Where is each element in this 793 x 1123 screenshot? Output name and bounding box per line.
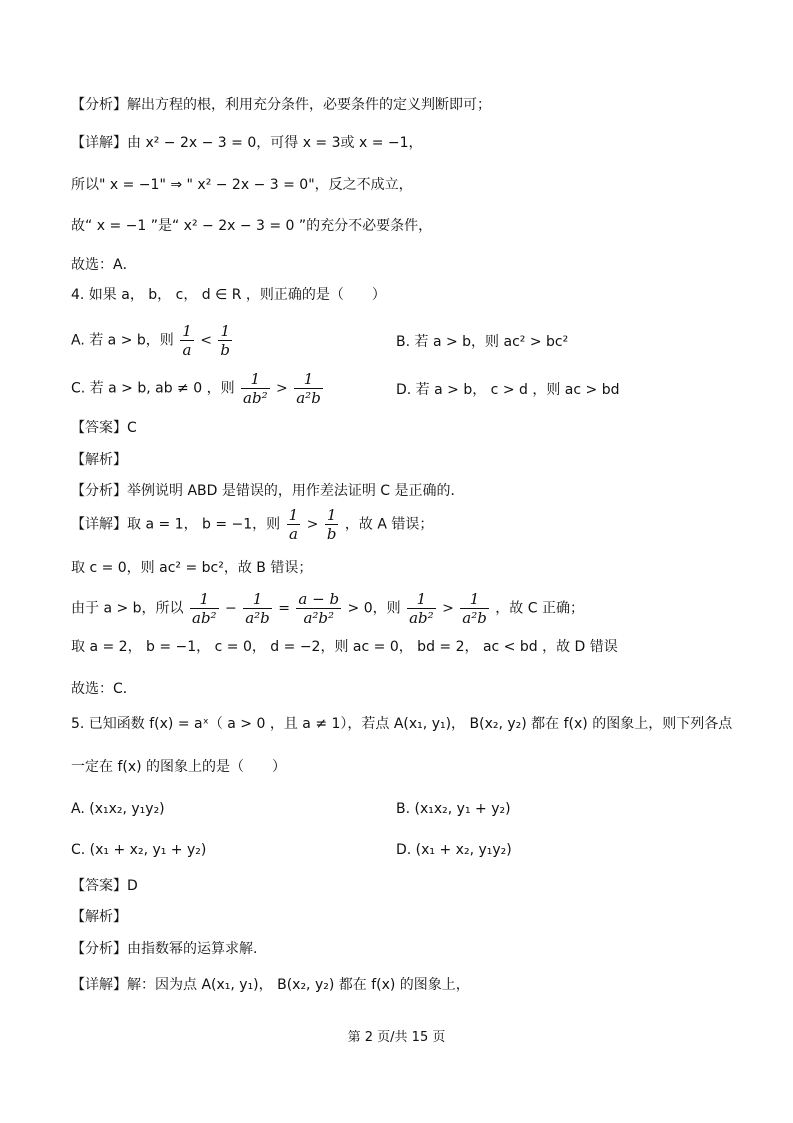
q4-option-b: B. 若 a > b，则 ac² > bc² <box>396 334 569 350</box>
q4-explanation-heading: 【解析】 <box>71 452 127 468</box>
fraction: $\frac{1}{a}$ <box>288 506 299 543</box>
fraction: $\frac{1}{a}$ <box>182 322 192 359</box>
q4-since-post: ，故 C 正确； <box>495 600 584 617</box>
q4-line-choose: 故选：C． <box>71 681 137 697</box>
q4-answer: 【答案】C <box>71 420 137 436</box>
question-5: 5. 已知函数 f(x) = aˣ（ a > 0 ，且 a ≠ 1），若点 A(x₁, y₁)， B(x₂, y₂) 都在 f(x) 的图象上，则下列各点 <box>71 716 733 732</box>
q5-explanation-heading: 【解析】 <box>71 909 127 925</box>
line-detail-1: 【详解】由 x² − 2x − 3 = 0，可得 x = 3或 x = −1， <box>71 135 423 151</box>
fraction: $\frac{1}{\text{a²b}}$ <box>245 590 270 627</box>
question-5-cont: 一定在 f(x) 的图象上的是（ ） <box>71 759 287 775</box>
q4-line-take: 取 a = 2， b = −1， c = 0， d = −2，则 ac = 0， bd = 2， ac < bd ，故 D 错误 <box>71 639 618 655</box>
line-analysis-1: 【分析】解出方程的根，利用充分条件，必要条件的定义判断即可； <box>71 97 491 113</box>
fraction: $\frac{1}{b}$ <box>326 506 337 543</box>
q5-analysis: 【分析】由指数幂的运算求解. <box>71 941 258 957</box>
q4-line-c0: 取 c = 0，则 ac² = bc²，故 B 错误； <box>71 560 313 576</box>
q4-option-c: C. 若 a > b, ab ≠ 0 ，则 $\frac{1}{\text{ab²}}$ > $\frac{1}{\text{a²b}}$ <box>71 370 321 407</box>
q5-option-b: B. (x₁x₂, y₁ + y₂) <box>396 801 511 817</box>
question-4: 4. 如果 a， b， c， d ∈ R ，则正确的是（ ） <box>71 287 386 303</box>
fraction: $\frac{1}{\text{ab²}}$ <box>192 590 217 627</box>
q4-detail-post: ，故 A 错误； <box>344 516 434 533</box>
fraction: $\frac{1}{\text{ab²}}$ <box>243 370 268 407</box>
fraction: $\frac{1}{b}$ <box>220 322 231 359</box>
q5-option-a: A. (x₁x₂, y₁y₂) <box>71 801 165 817</box>
q5-answer: 【答案】D <box>71 878 138 894</box>
fraction: $\frac{1}{\text{a²b}}$ <box>296 370 321 407</box>
fraction: $\frac{1}{\text{a²b}}$ <box>462 590 487 627</box>
line-conclusion: 故“ x = −1 ”是“ x² − 2x − 3 = 0 ”的充分不必要条件， <box>71 218 433 234</box>
q4-detail: 【详解】取 a = 1， b = −1，则 $\frac{1}{a}$ > $\frac{1}{b}$ ，故 A 错误； <box>71 506 434 543</box>
q5-detail: 【详解】解：因为点 A(x₁, y₁)， B(x₂, y₂) 都在 f(x) 的图象上， <box>71 977 470 993</box>
page-footer: 第 2 页/共 15 页 <box>347 1030 446 1045</box>
q4-line-since: 由于 a > b，所以 $\frac{1}{\text{ab²}}$ − $\frac{1}{\text{a²b}}$ = $\frac{a - b}{\text{a²b²}}$ > 0，则 $\frac{1}{\text{ab²}}$ > $\frac{1}{\text{a²b}}$ ，故 C 正确； <box>71 590 584 627</box>
q4c-text: C. 若 a > b, ab ≠ 0 ，则 <box>71 380 235 397</box>
fraction: $\frac{1}{\text{ab²}}$ <box>409 590 434 627</box>
line-answer-a: 故选：A． <box>71 257 137 273</box>
q4-detail-pre: 【详解】取 a = 1， b = −1，则 <box>71 516 281 533</box>
q4-analysis: 【分析】举例说明 ABD 是错误的，用作差法证明 C 是正确的． <box>71 483 465 499</box>
q5-option-d: D. (x₁ + x₂, y₁y₂) <box>396 842 512 858</box>
q5-option-c: C. (x₁ + x₂, y₁ + y₂) <box>71 842 207 858</box>
q4-since-pre: 由于 a > b，所以 <box>71 600 184 617</box>
line-therefore: 所以" x = −1" ⇒ " x² − 2x − 3 = 0"，反之不成立， <box>71 177 413 193</box>
q4a-text: A. 若 a > b，则 <box>71 332 174 349</box>
q4-option-d: D. 若 a > b， c > d ，则 ac > bd <box>396 382 620 398</box>
fraction: $\frac{a - b}{\text{a²b²}}$ <box>298 590 340 627</box>
q4-option-a: A. 若 a > b，则 $\frac{1}{a}$ < $\frac{1}{b}$ <box>71 322 231 359</box>
